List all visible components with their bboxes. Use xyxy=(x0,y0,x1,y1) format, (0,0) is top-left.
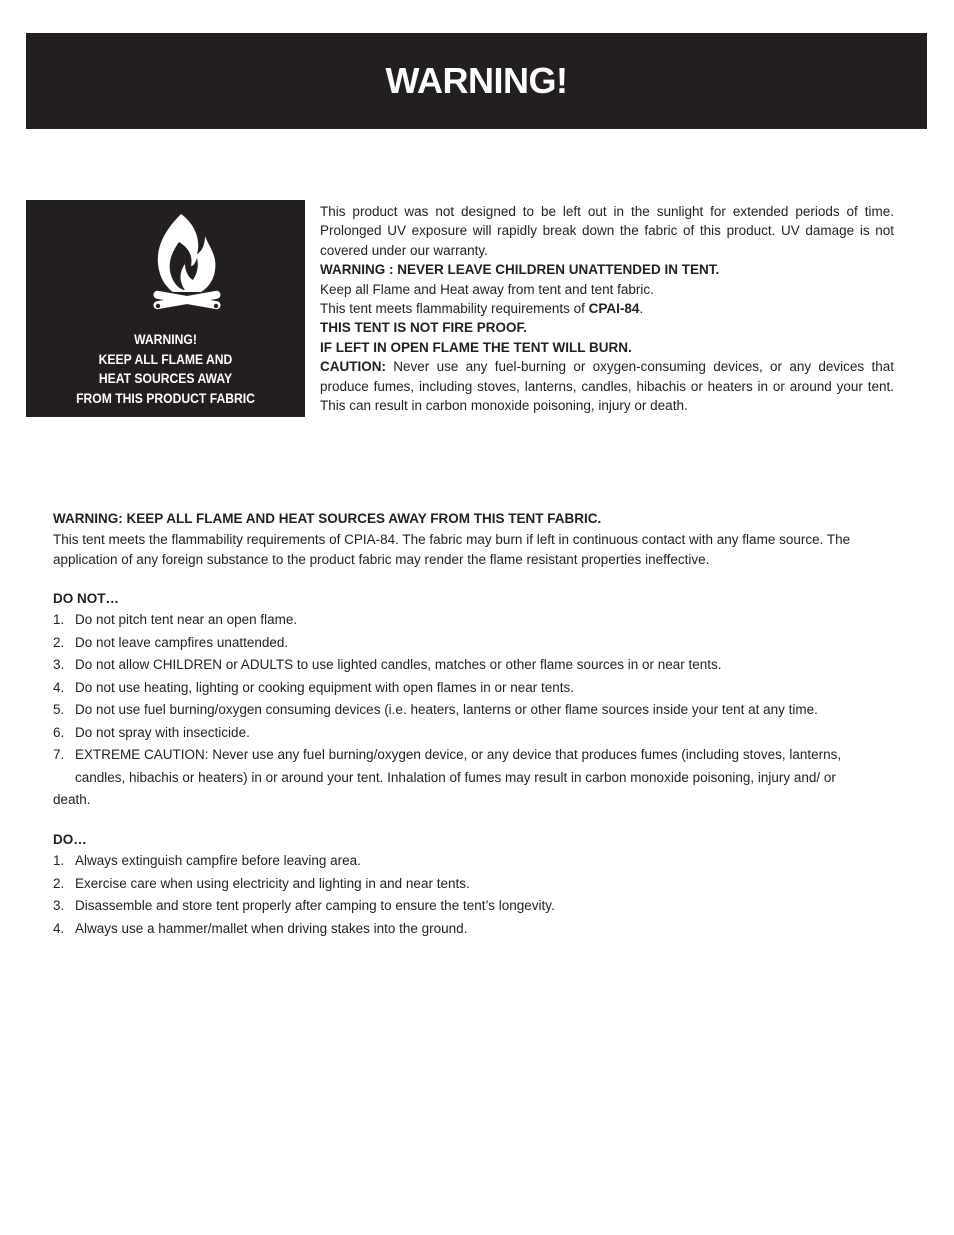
period: . xyxy=(639,301,644,317)
list-item xyxy=(53,722,895,745)
uv-paragraph: This product was not designed to be left out in the sunlight for extended periods of time. Prolonged UV exposure will rapidly break down the fabric of this product. UV damage is not covered under our warranty. xyxy=(320,204,894,258)
list-number: 2. xyxy=(53,875,65,891)
list-number: 4. xyxy=(53,679,65,695)
list-item xyxy=(53,895,895,918)
do-heading: DO… xyxy=(53,831,87,847)
caution-label: CAUTION: xyxy=(320,359,386,375)
warning-line: FROM THIS PRODUCT FABRIC xyxy=(76,390,255,406)
list-text: EXTREME CAUTION: Never use any fuel burning/oxygen device, or any device that produces fumes (including stoves, lanterns, xyxy=(75,747,842,762)
section-heading: WARNING: KEEP ALL FLAME AND HEAT SOURCES AWAY FROM THIS TENT FABRIC. xyxy=(53,511,602,526)
list-number: 7. xyxy=(53,747,65,762)
banner-title: WARNING! xyxy=(385,60,568,101)
warning-line: WARNING! xyxy=(134,332,197,347)
campfire-icon xyxy=(151,212,223,318)
list-number: 4. xyxy=(53,920,65,936)
caution-paragraph xyxy=(320,357,894,415)
fire-warning-text xyxy=(40,330,291,408)
list-number: 6. xyxy=(53,724,65,740)
fire-safety-section xyxy=(53,509,895,940)
warning-banner xyxy=(26,33,927,129)
list-item xyxy=(53,677,895,700)
list-item xyxy=(53,654,895,677)
uv-fire-notice xyxy=(320,202,894,415)
list-text: Disassemble and store tent properly after camping to ensure the tent’s longevity. xyxy=(75,898,555,913)
list-text: Do not allow CHILDREN or ADULTS to use lighted candles, matches or other flame sources in or near tents. xyxy=(75,657,722,672)
list-text-continued: candles, hibachis or heaters) in or around your tent. Inhalation of fumes may result in carbon monoxide poisoning, injury and/ or xyxy=(75,769,836,785)
flammability-line xyxy=(320,299,894,318)
intro-paragraph: This tent meets the flammability requirements of CPIA-84. The fabric may burn if left in continuous contact with any flame source. The application of any foreign substance to the product fabric may render the flame resistant properties ineffective. xyxy=(53,531,851,567)
do-not-heading: DO NOT… xyxy=(53,590,119,606)
do-not-list xyxy=(53,609,895,812)
list-text: Always extinguish campfire before leaving area. xyxy=(75,853,361,868)
standard-code: CPAI-84 xyxy=(588,301,640,317)
fire-warning-box xyxy=(26,200,305,417)
list-text: Always use a hammer/mallet when driving stakes into the ground. xyxy=(75,920,468,936)
not-fire-proof: THIS TENT IS NOT FIRE PROOF. xyxy=(320,320,528,336)
list-text: Do not use heating, lighting or cooking equipment with open flames in or near tents. xyxy=(75,679,575,695)
will-burn-warning: IF LEFT IN OPEN FLAME THE TENT WILL BURN. xyxy=(320,339,632,355)
list-item xyxy=(53,699,895,722)
list-item xyxy=(53,609,895,632)
flame-heat-line: Keep all Flame and Heat away from tent and tent fabric. xyxy=(320,281,654,297)
list-text: Do not leave campfires unattended. xyxy=(75,634,289,650)
warning-line: HEAT SOURCES AWAY xyxy=(98,371,233,386)
list-text: Do not spray with insecticide. xyxy=(75,724,250,740)
list-item xyxy=(53,873,895,896)
list-item xyxy=(53,918,895,941)
do-list xyxy=(53,850,895,940)
warning-line: KEEP ALL FLAME AND xyxy=(98,351,233,367)
list-number: 3. xyxy=(53,898,65,913)
list-text-continued: death. xyxy=(53,792,91,807)
list-number: 1. xyxy=(53,612,65,627)
list-item xyxy=(53,632,895,655)
list-number: 5. xyxy=(53,702,65,717)
flammability-text: This tent meets flammability requirements of xyxy=(320,301,589,317)
list-text: Do not pitch tent near an open flame. xyxy=(75,612,298,627)
list-number: 2. xyxy=(53,634,65,650)
list-item xyxy=(53,744,895,812)
caution-text: Never use any fuel-burning or oxygen-consuming devices, or any devices that produce fumes, including stoves, lanterns, candles, hibachis or heaters in or around your tent. This can result in carbon monoxide poisoning, injury or death. xyxy=(320,359,894,414)
list-text: Do not use fuel burning/oxygen consuming devices (i.e. heaters, lanterns or other flame sources inside your tent at any time. xyxy=(75,702,818,717)
list-number: 3. xyxy=(53,657,65,672)
children-warning: WARNING : NEVER LEAVE CHILDREN UNATTENDED IN TENT. xyxy=(320,262,720,278)
list-item xyxy=(53,850,895,873)
list-text: Exercise care when using electricity and lighting in and near tents. xyxy=(75,875,470,891)
list-number: 1. xyxy=(53,853,65,868)
